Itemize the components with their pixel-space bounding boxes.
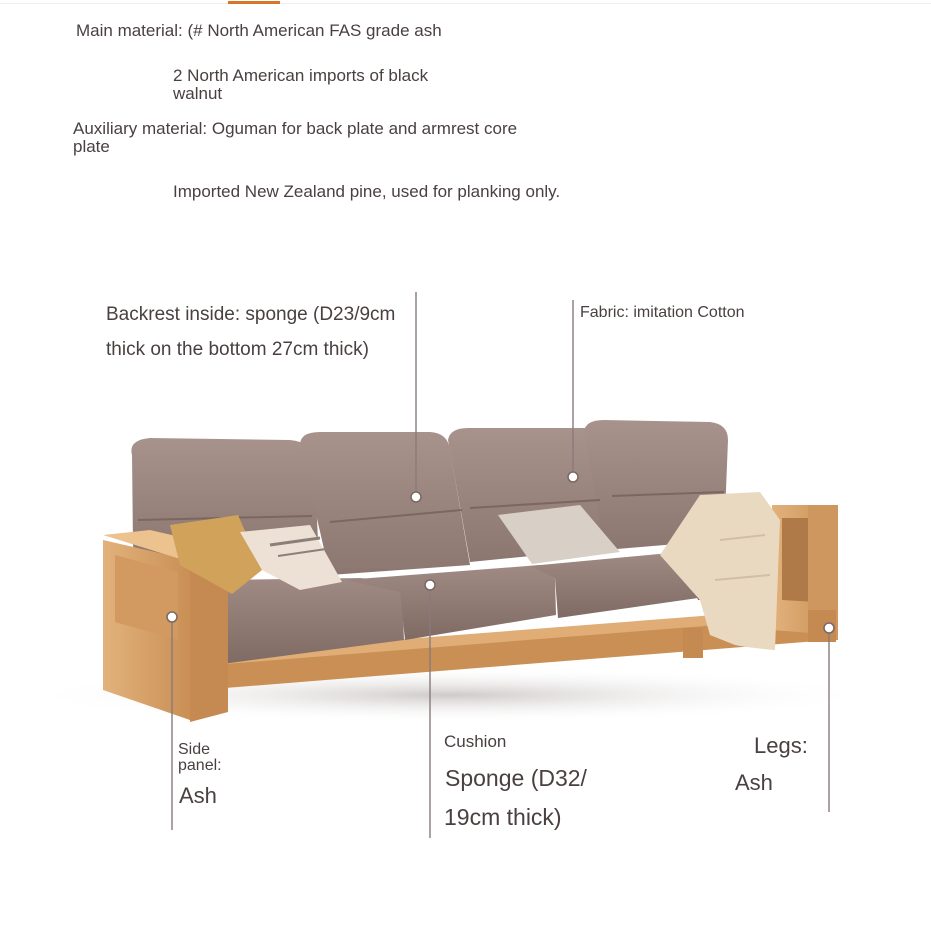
legs-marker [824,623,834,633]
legs-label: Legs: [754,733,808,758]
main-material-text: Main material: (# North American FAS grade ash [76,21,442,40]
fabric-callout: Fabric: imitation Cotton [580,304,745,321]
main-material-walnut-line1: 2 North American imports of black [173,66,429,85]
auxiliary-material-pine: Imported New Zealand pine, used for planking only. [173,182,561,201]
auxiliary-material-text: Auxiliary material: Oguman for back plate and armrest core [73,119,518,138]
auxiliary-material-text-cont: plate [73,137,110,156]
legs-value: Ash [735,770,773,795]
cushion-value-line2: 19cm thick) [444,804,562,830]
cushion-marker [425,580,435,590]
side-panel-marker [167,612,177,622]
side-panel-label-line2: panel: [178,757,222,774]
cushion-value-line1: Sponge (D32/ [445,765,587,791]
backrest-marker [411,492,421,502]
cushion-label: Cushion [444,732,507,751]
backrest-callout-line1: Backrest inside: sponge (D23/9cm [106,304,396,325]
side-panel-value: Ash [179,783,217,808]
fabric-marker [568,472,578,482]
side-panel-label-line1: Side [178,741,211,758]
backrest-callout-line2: thick on the bottom 27cm thick) [106,339,369,360]
main-material-walnut-line2: walnut [173,84,223,103]
